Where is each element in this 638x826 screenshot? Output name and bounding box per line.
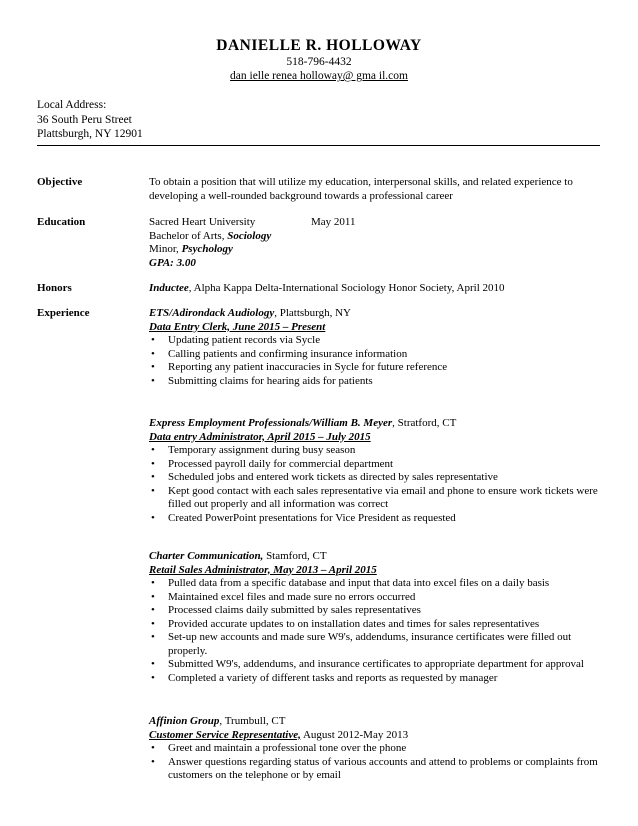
job-position: Retail Sales Administrator, May 2013 – April 2015 [149,563,377,576]
duty-item: • Maintained excel files and made sure no errors occurred [149,591,604,605]
job-entry [149,550,604,685]
honor-title: Inductee [149,282,189,294]
job-entry [149,307,604,388]
duty-item: • Answer questions regarding status of various accounts and attend to problems or complaints from customers on the telephone or by email [149,756,604,783]
company-location: Stamford, CT [263,550,327,562]
duty-item: • Reporting any patient inaccuracies in Sycle for future reference [149,361,604,375]
company-name: Charter Communication, [149,550,264,562]
job-position: Data Entry Clerk, June 2015 – Present [149,320,326,333]
duty-item: • Processed payroll daily for commercial department [149,458,604,472]
resume-header [0,37,638,83]
objective-line: To obtain a position that will utilize my education, interpersonal skills, and related experience to [149,176,573,188]
company-location: , Stratford, CT [392,417,457,429]
job-entry [149,715,604,783]
degree-major: Sociology [227,229,272,242]
duty-item: • Completed a variety of different tasks and reports as requested by manager [149,672,604,686]
company-location: , Trumbull, CT [219,715,286,727]
honor-text: , Alpha Kappa Delta-International Sociology Honor Society, April 2010 [188,282,505,294]
duty-item: • Scheduled jobs and entered work tickets as directed by sales representative [149,471,604,485]
degree-prefix: Bachelor of Arts, [149,229,228,242]
duty-item: • Processed claims daily submitted by sales representatives [149,604,604,618]
job-entry [149,417,604,525]
duty-item: • Pulled data from a specific database and input that data into excel files on a daily basis [149,577,604,591]
duty-item: • Created PowerPoint presentations for Vice President as requested [149,512,604,526]
honors-label: Honors [37,282,72,294]
job-duties [149,334,604,388]
job-duties [149,444,604,525]
email-link[interactable]: dan ielle renea holloway@ gma il.com [230,70,408,82]
objective-line: developing a well-rounded background towards a professional career [149,189,453,202]
candidate-name: DANIELLE R. HOLLOWAY [216,37,422,54]
duty-item: • Submitted W9's, addendums, and insurance certificates to appropriate department for approval [149,658,604,672]
education-label: Education [37,216,86,228]
minor-prefix: Minor, [149,243,182,255]
minor-name: Psychology [181,243,233,255]
company-location: , Plattsburgh, NY [274,307,352,319]
graduation-date: May 2011 [311,216,356,228]
objective-label: Objective [37,176,83,188]
address-label: Local Address: [37,99,107,111]
duty-item: • Updating patient records via Sycle [149,334,604,348]
job-dates: August 2012-May 2013 [300,728,409,741]
minor [149,243,604,257]
job-duties [149,577,604,685]
phone-number: 518-796-4432 [286,56,352,68]
duty-item: • Provided accurate updates to on installation dates and times for sales representatives [149,618,604,632]
address-street: 36 South Peru Street [37,113,132,126]
gpa: GPA: 3.00 [149,256,196,269]
duty-item: • Kept good contact with each sales representative via email and phone to ensure work tickets were filled out properly and all information was correct [149,485,604,512]
address-city: Plattsburgh, NY 12901 [37,128,143,140]
company-name: Affinion Group [149,715,220,727]
duty-item: • Set-up new accounts and made sure W9's, addendums, insurance certificates were filled out properly. [149,631,604,658]
honors-content [149,282,604,296]
duty-item: • Calling patients and confirming insurance information [149,348,604,362]
duty-item: • Submitting claims for hearing aids for patients [149,375,604,389]
local-address [37,98,143,142]
company-name: Express Employment Professionals/William B. Meyer [149,417,393,429]
duty-item: • Greet and maintain a professional tone over the phone [149,742,604,756]
company-name: ETS/Adirondack Audiology [149,307,275,319]
experience-label: Experience [37,307,90,319]
job-duties [149,742,604,783]
education-content [149,216,604,270]
objective-text [149,176,604,203]
school-name: Sacred Heart University [149,216,256,228]
degree [149,230,604,244]
header-divider [37,145,600,146]
job-position: Data entry Administrator, April 2015 – July 2015 [149,430,371,443]
duty-item: • Temporary assignment during busy season [149,444,604,458]
job-position: Customer Service Representative, [149,728,301,741]
